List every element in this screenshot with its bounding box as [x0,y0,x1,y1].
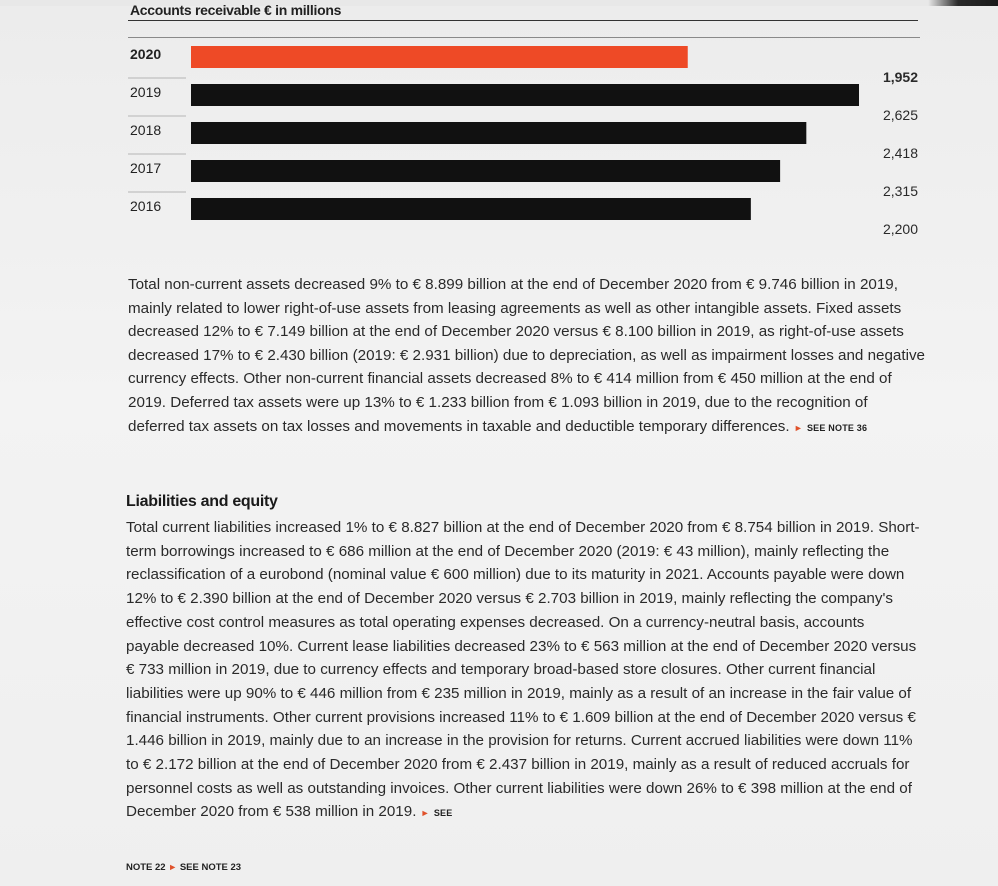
section-heading: Liabilities and equity [126,493,278,510]
category-label-2019: 2019 [130,84,162,100]
see-note-22-link-end[interactable]: NOTE 22 [126,862,166,873]
arrow-icon: ► [168,862,178,872]
category-label-2018: 2018 [130,122,162,138]
value-label-2020: 1,952 [882,69,918,85]
bar-2019 [191,84,859,106]
value-label-2019: 2,625 [882,107,918,123]
see-note-23-link[interactable]: SEE NOTE 23 [179,862,242,873]
bar-2018 [191,122,806,144]
bar-2020 [191,46,688,68]
bar-2017 [191,160,780,182]
footer-notes [126,862,241,873]
liabilities-paragraph [126,516,921,826]
arrow-icon: ► [420,808,430,819]
title-underline [128,20,918,21]
paragraph-text: Total current liabilities increased 1% to € 8.827 billion at the end of December 2020 from € 8.754 billion in 2019. Short-term borrowings increased to € 686 million at the end of December 2020 (2019: € 43 million), mainly reflecting the reclassification of a eurobond (nominal value € 600 million) due to its maturity in 2021. Accounts payable were down 12% to € 2.390 billion at the end of December 2020 versus € 2.703 billion in 2019, mainly reflecting the company's effective cost control measures as total operating expenses decreased. On a currency-neutral basis, accounts payable decreased 10%. Current lease liabilities decreased 23% to € 563 million at the end of December 2020 versus € 733 million in 2019, due to currency effects and temporary broad-based store closures. Other current financial liabilities were up 90% to € 446 million from € 235 million in 2019, mainly as a result of an increase in the fair value of financial instruments. Other current provisions increased 11% to € 1.609 billion at the end of December 2020 versus € 1.446 billion in 2019, mainly due to an increase in the provision for returns. Current accrued liabilities were down 11% to € 2.172 billion at the end of December 2020 from € 2.437 billion in 2019, mainly as a result of reduced accruals for personnel costs as well as outstanding invoices. Other current liabilities were down 26% to € 398 million at the end of December 2020 from € 538 million in 2019. [126,519,920,821]
accounts-receivable-bar-chart [120,38,940,243]
chart-title: Accounts receivable € in millions [130,2,342,18]
paragraph-text: Total non-current assets decreased 9% to € 8.899 billion at the end of December 2020 from € 9.746 billion in 2019, mainly related to lower right-of-use assets from leasing agreements as well as other intangible assets. Fixed assets decreased 12% to € 7.149 billion at the end of December 2020 versus € 8.100 billion in 2019, as right-of-use assets decreased 17% to € 2.430 billion (2019: € 2.931 billion) due to depreciation, as well as impairment losses and negative currency effects. Other non-current financial assets decreased 8% to € 414 million from € 450 million at the end of 2019. Deferred tax assets were up 13% to € 1.233 billion from € 1.093 billion in 2019, due to the recognition of deferred tax assets on tax losses and movements in taxable and deductible temporary differences. [128,276,925,435]
see-note-36-link[interactable]: SEE NOTE 36 [806,422,868,433]
category-label-2020: 2020 [130,46,162,62]
category-label-2017: 2017 [130,160,162,176]
arrow-icon: ► [793,422,803,433]
non-current-assets-paragraph [128,273,928,440]
see-note-22-link-start[interactable]: SEE [433,808,453,819]
value-label-2018: 2,418 [882,145,918,161]
category-label-2016: 2016 [130,198,162,214]
value-label-2017: 2,315 [882,183,918,199]
value-label-2016: 2,200 [882,221,918,237]
bar-2016 [191,198,751,220]
